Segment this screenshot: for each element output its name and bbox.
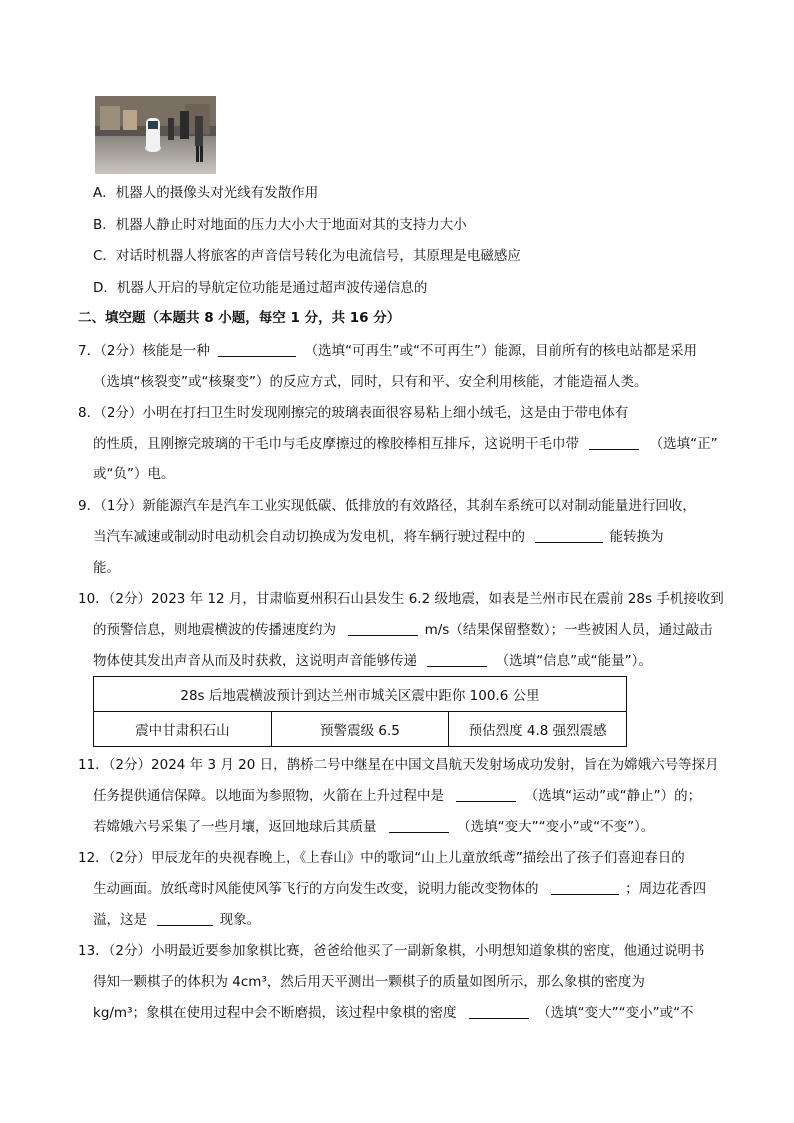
q11-text-b: （选填“运动”或“静止”）的； <box>524 788 702 804</box>
question-10-line-2 <box>93 621 713 639</box>
q7-text-a: 7．（2分）核能是一种 <box>78 343 210 359</box>
q12-text-d: 现象。 <box>219 912 261 928</box>
question-13-line-2: 得知一颗棋子的体积为 4cm³，然后用天平测出一颗棋子的质量如图所示，那么象棋的密度为 <box>93 974 645 990</box>
question-11-line-1: 11．（2分）2024 年 3 月 20 日，鹊桥二号中继星在中国文昌航天发射场成功发射，旨在为嫦娥六号等探月 <box>78 757 719 773</box>
option-d: D．机器人开启的导航定位功能是通过超声波传递信息的 <box>93 280 428 296</box>
table-header-cell: 28s 后地震横波预计到达兰州市城关区震中距你 100.6 公里 <box>94 677 627 712</box>
q10-text-c: 物体使其发出声音从而及时获救，这说明声音能够传递 <box>93 653 417 669</box>
q12-text-c: 溢，这是 <box>93 912 147 928</box>
question-11-line-2 <box>93 787 701 805</box>
q12-text-b: ；周边花香四 <box>625 881 707 897</box>
q11-blank-2[interactable] <box>389 819 449 833</box>
q12-blank-1[interactable] <box>551 881 619 895</box>
q11-text-d: （选填“变大”“变小”或“不变”）。 <box>457 819 655 835</box>
q11-text-a: 任务提供通信保障。以地面为参照物，火箭在上升过程中是 <box>93 788 444 804</box>
earthquake-warning-table <box>93 676 627 747</box>
question-13-line-1: 13．（2分）小明最近要参加象棋比赛，爸爸给他买了一副新象棋，小明想知道象棋的密度，他通过说明书 <box>78 943 705 959</box>
option-b: B．机器人静止时对地面的压力大小大于地面对其的支持力大小 <box>93 217 467 233</box>
q8-text-a: 的性质，且刚擦完玻璃的干毛巾与毛皮摩擦过的橡胶棒相互排斥，这说明干毛巾带 <box>93 436 579 452</box>
q11-text-c: 若嫦娥六号采集了一些月壤，返回地球后其质量 <box>93 819 377 835</box>
q7-text-b: （选填“可再生”或“不可再生”）能源，目前所有的核电站都是采用 <box>304 343 698 359</box>
question-7-line-2: （选填“核裂变”或“核聚变”）的反应方式，同时，只有和平、安全利用核能，才能造福人类。 <box>93 374 648 390</box>
question-7-line-1 <box>78 342 697 360</box>
question-11-line-3 <box>93 818 654 836</box>
q12-blank-2[interactable] <box>157 912 213 926</box>
q13-blank-2[interactable] <box>469 1005 529 1019</box>
q10-blank-1[interactable] <box>348 622 418 636</box>
q13-text-a: kg/m³；象棋在使用过程中会不断磨损，该过程中象棋的密度 <box>93 1005 457 1021</box>
option-a: A．机器人的摄像头对光线有发散作用 <box>93 185 319 201</box>
question-12-line-1: 12．（2分）甲辰龙年的央视春晚上，《上春山》中的歌词“山上儿童放纸鸢”描绘出了孩子们喜迎春日的 <box>78 850 685 866</box>
section-2-title: 二、填空题（本题共 8 小题，每空 1 分，共 16 分） <box>78 310 401 326</box>
q13-text-b: （选填“变大”“变小”或“不 <box>537 1005 694 1021</box>
question-9-line-3: 能。 <box>93 560 120 576</box>
q10-blank-2[interactable] <box>427 653 487 667</box>
q11-blank-1[interactable] <box>456 788 516 802</box>
q9-blank[interactable] <box>535 529 603 543</box>
q10-text-d: （选填“信息”或“能量”）。 <box>495 653 652 669</box>
question-12-line-2 <box>93 880 706 898</box>
robot-photo <box>95 96 216 174</box>
table-cell-intensity: 预估烈度 4.8 强烈震感 <box>449 712 627 747</box>
question-9-line-2 <box>93 528 664 546</box>
question-13-line-3 <box>93 1004 694 1022</box>
q9-text-b: 能转换为 <box>609 529 664 545</box>
table-cell-magnitude: 预警震级 6.5 <box>271 712 449 747</box>
q8-text-b: （选填“正” <box>649 436 718 452</box>
question-8-line-2 <box>93 435 718 453</box>
q9-text-a: 当汽车减速或制动时电动机会自动切换成为发电机，将车辆行驶过程中的 <box>93 529 525 545</box>
robot-photo-image <box>95 96 216 174</box>
question-9-line-1: 9．（1分）新能源汽车是汽车工业实现低碳、低排放的有效路径，其刹车系统可以对制动能量进行回收， <box>78 498 696 514</box>
question-10-line-1: 10．（2分）2023 年 12 月，甘肃临夏州积石山县发生 6.2 级地震，如表是兰州市民在震前 28s 手机接收到 <box>78 591 724 607</box>
q7-blank-1[interactable] <box>218 343 296 357</box>
question-12-line-3 <box>93 911 260 929</box>
q10-text-a: 的预警信息，则地震横波的传播速度约为 <box>93 622 336 638</box>
q12-text-a: 生动画面。放纸鸢时风能使风筝飞行的方向发生改变，说明力能改变物体的 <box>93 881 539 897</box>
question-10-line-3 <box>93 652 652 670</box>
question-8-line-3: 或“负”）电。 <box>93 466 175 482</box>
option-c: C．对话时机器人将旅客的声音信号转化为电流信号，其原理是电磁感应 <box>93 248 521 264</box>
question-8-line-1: 8．（2分）小明在打扫卫生时发现刚擦完的玻璃表面很容易粘上细小绒毛，这是由于带电体有 <box>78 405 629 421</box>
q8-blank[interactable] <box>589 436 639 450</box>
q10-text-b: m/s（结果保留整数）；一些被困人员，通过敲击 <box>424 622 713 638</box>
table-cell-epicenter: 震中甘肃积石山 <box>94 712 272 747</box>
